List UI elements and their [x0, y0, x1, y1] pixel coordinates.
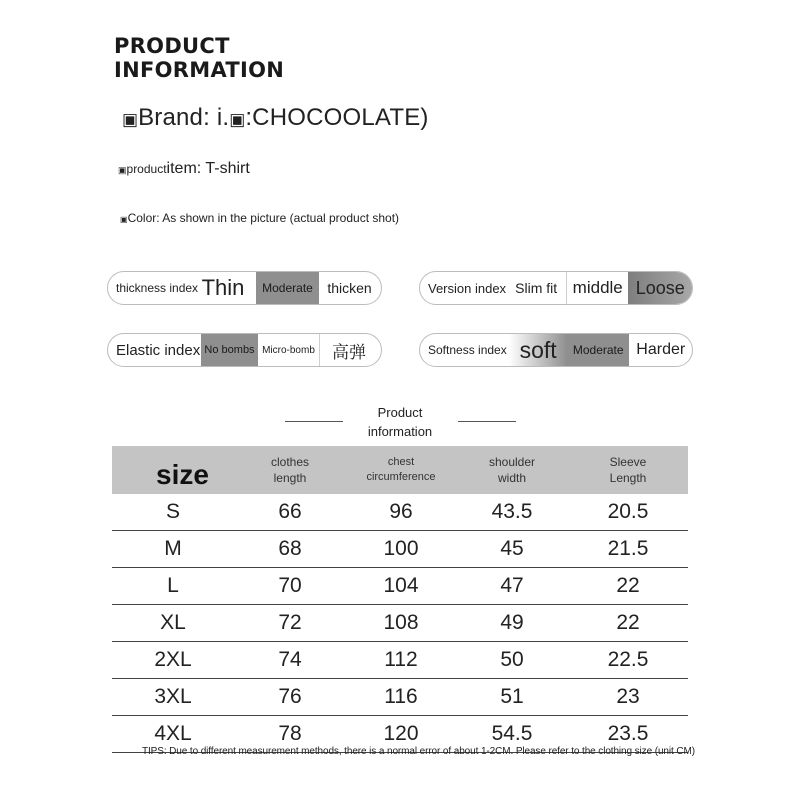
missing-glyph-icon: ▣ [120, 215, 128, 224]
elastic-option-high: 高弹 [319, 334, 380, 366]
header-text: Sleeve [609, 455, 647, 469]
cell-length: 66 [234, 494, 346, 531]
cell-length: 70 [234, 568, 346, 605]
cell-size: 3XL [112, 679, 234, 716]
version-index-scale [419, 271, 693, 305]
header-text: clothes [270, 455, 310, 469]
cell-sleeve: 21.5 [568, 531, 688, 568]
table-row [112, 642, 688, 679]
missing-glyph-icon: ▣ [122, 110, 139, 129]
elastic-index-label: Elastic index [116, 341, 201, 359]
divider-line-left [285, 421, 343, 422]
cell-length: 74 [234, 642, 346, 679]
section-subheading [340, 403, 460, 441]
cell-chest: 96 [346, 494, 456, 531]
cell-size: S [112, 494, 234, 531]
tips-note: TIPS: Due to different measurement methods, there is a normal error of about 1-2CM. Please refer to the clothing size (unit CM) [142, 746, 695, 757]
softness-index-label: Softness index [428, 343, 507, 357]
table-row [112, 531, 688, 568]
cell-chest: 120 [346, 716, 456, 753]
cell-chest: 116 [346, 679, 456, 716]
header-chest-circumference [346, 446, 456, 494]
header-text: length [273, 471, 307, 485]
elastic-option-no-bombs: No bombs [201, 334, 258, 366]
cell-chest: 108 [346, 605, 456, 642]
header-shoulder-width [456, 446, 568, 494]
cell-length: 78 [234, 716, 346, 753]
version-index-label: Version index [428, 280, 507, 296]
header-text: width [497, 471, 526, 485]
subheading-line-1: Product [377, 405, 423, 420]
product-item-prefix: product [126, 162, 167, 176]
cell-shoulder: 51 [456, 679, 568, 716]
subheading-line-2: information [367, 424, 433, 439]
title-line-1: PRODUCT [114, 34, 230, 58]
header-clothes-length [234, 446, 346, 494]
cell-shoulder: 43.5 [456, 494, 568, 531]
header-text: shoulder [488, 455, 536, 469]
header-text: Length [609, 471, 647, 485]
product-item-line [118, 160, 250, 178]
cell-sleeve: 23.5 [568, 716, 688, 753]
missing-glyph-icon: ▣ [118, 165, 127, 175]
table-row [112, 568, 688, 605]
table-row [112, 494, 688, 531]
header-sleeve-length [568, 446, 688, 494]
cell-shoulder: 45 [456, 531, 568, 568]
thickness-index-scale [107, 271, 382, 305]
page-title [114, 34, 284, 82]
cell-length: 72 [234, 605, 346, 642]
header-text: chest [387, 456, 415, 468]
cell-shoulder: 50 [456, 642, 568, 679]
thickness-index-label: thickness index [116, 281, 199, 295]
header-size: size [112, 446, 234, 494]
color-line [120, 211, 399, 225]
softness-option-soft: soft [509, 334, 567, 366]
elastic-index-scale [107, 333, 382, 367]
cell-sleeve: 23 [568, 679, 688, 716]
cell-shoulder: 49 [456, 605, 568, 642]
cell-length: 68 [234, 531, 346, 568]
brand-line [122, 104, 429, 132]
cell-sleeve: 22 [568, 605, 688, 642]
cell-shoulder: 54.5 [456, 716, 568, 753]
product-item-value: item: T-shirt [166, 160, 250, 177]
cell-shoulder: 47 [456, 568, 568, 605]
missing-glyph-icon: ▣ [229, 110, 246, 129]
cell-size: 4XL [112, 716, 234, 753]
title-line-2: INFORMATION [114, 58, 285, 82]
table-header-row [112, 446, 688, 494]
brand-prefix: Brand: i. [138, 104, 230, 131]
thickness-option-moderate: Moderate [256, 272, 319, 304]
divider-line-right [458, 421, 516, 422]
cell-sleeve: 20.5 [568, 494, 688, 531]
thickness-option-thin: Thin [201, 275, 245, 300]
cell-chest: 104 [346, 568, 456, 605]
elastic-option-micro-bomb: Micro-bomb [262, 344, 315, 356]
softness-index-scale [419, 333, 693, 367]
cell-length: 76 [234, 679, 346, 716]
version-option-middle: middle [566, 272, 629, 304]
header-text: circumference [366, 471, 436, 483]
cell-chest: 100 [346, 531, 456, 568]
softness-option-moderate: Moderate [567, 334, 630, 366]
cell-size: M [112, 531, 234, 568]
cell-sleeve: 22 [568, 568, 688, 605]
color-text: Color: As shown in the picture (actual product shot) [127, 211, 400, 225]
cell-chest: 112 [346, 642, 456, 679]
softness-option-harder: Harder [636, 341, 686, 358]
brand-suffix: :CHOCOOLATE) [245, 104, 429, 131]
thickness-option-thicken: thicken [327, 280, 372, 296]
size-chart-table [112, 446, 688, 753]
cell-size: 2XL [112, 642, 234, 679]
version-option-slim-fit: Slim fit [515, 280, 558, 296]
version-option-loose: Loose [628, 272, 692, 304]
table-row [112, 605, 688, 642]
cell-size: L [112, 568, 234, 605]
cell-size: XL [112, 605, 234, 642]
table-row [112, 679, 688, 716]
cell-sleeve: 22.5 [568, 642, 688, 679]
